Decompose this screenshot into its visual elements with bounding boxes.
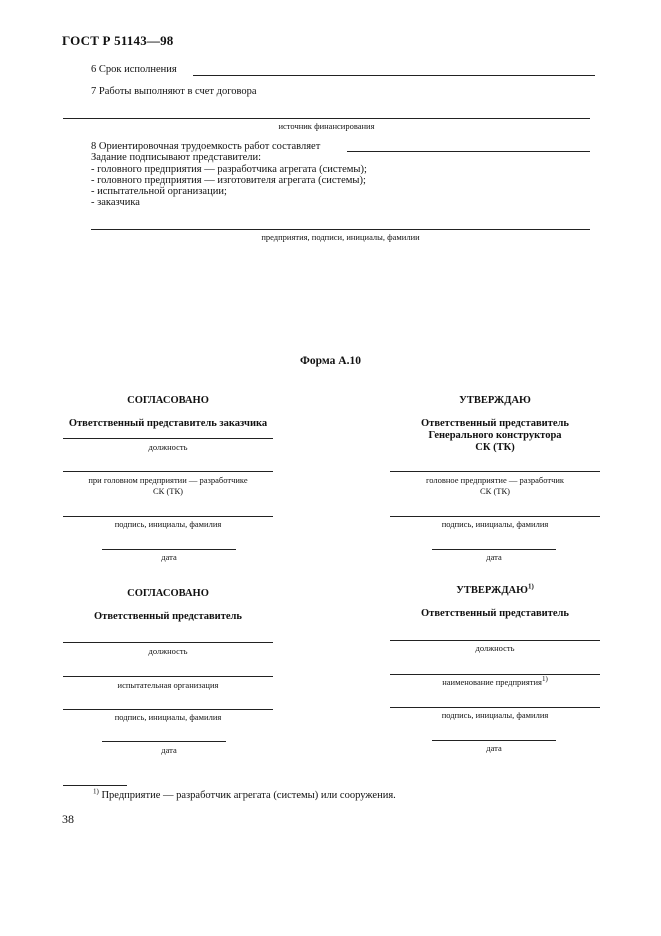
right-bottom-position-line [390,640,600,641]
left-bottom-heading: СОГЛАСОВАНО [127,588,209,599]
signer-item: - заказчика [91,197,140,208]
left-top-org-caption-2: СК (ТК) [153,486,183,496]
left-bottom-position-caption: должность [148,646,188,656]
right-bottom-date-caption: дата [486,743,502,753]
item-7-label: 7 Работы выполняют в счет договора [91,86,257,97]
left-bottom-sign-line [63,709,273,710]
right-top-org-caption-2: СК (ТК) [480,486,510,496]
item-8-line [347,151,590,152]
document-header: ГОСТ Р 51143—98 [62,33,174,48]
right-bottom-org-caption [390,677,600,687]
right-top-org-caption-1: головное предприятие — разработчик [425,475,565,485]
signer-item: - головного предприятия — изготовителя агрегата (системы); [91,175,366,186]
right-top-sign-line [390,516,600,517]
left-top-heading: СОГЛАСОВАНО [127,395,209,406]
left-bottom-org-line [63,676,273,677]
right-top-date-caption: дата [486,552,502,562]
right-bottom-heading-mark: 1) [527,582,534,591]
left-bottom-date-caption: дата [161,745,177,755]
left-bottom-date-line [102,741,226,742]
right-bottom-org-line [390,674,600,675]
footnote-mark: 1) [93,787,99,796]
right-top-sub-1: Ответственный представитель [421,418,569,429]
left-top-sign-line [63,516,273,517]
left-top-position-caption: должность [148,442,188,452]
right-bottom-sign-caption: подпись, инициалы, фамилия [441,710,549,720]
signers-intro: Задание подписывают представители: [91,152,262,163]
form-title: Форма А.10 [300,355,361,367]
right-bottom-heading-text: УТВЕРЖДАЮ [456,585,528,596]
left-top-org-caption-1: при головном предприятии — разработчике [88,475,248,485]
footnote [93,787,396,802]
right-top-sub-3: СК (ТК) [475,442,515,453]
item-6-label: 6 Срок исполнения [91,64,177,75]
item-6-line [193,75,595,76]
footnote-separator [63,785,127,786]
right-top-date-line [432,549,556,550]
left-top-org-line [63,471,273,472]
left-top-position-line [63,438,273,439]
right-bottom-org-caption-text: наименование предприятия [442,677,542,687]
left-top-subheading: Ответственный представитель заказчика [68,418,268,429]
left-bottom-sign-caption: подпись, инициалы, фамилия [114,712,222,722]
signers-caption: предприятия, подписи, инициалы, фамилии [261,232,420,242]
right-bottom-heading [390,582,600,597]
signer-item: - испытательной организации; [91,186,227,197]
page-number: 38 [62,812,74,826]
right-top-heading: УТВЕРЖДАЮ [459,395,531,406]
right-top-sign-caption: подпись, инициалы, фамилия [441,519,549,529]
left-top-sign-caption: подпись, инициалы, фамилия [114,519,222,529]
signers-line [91,229,590,230]
footnote-text: Предприятие — разработчик агрегата (системы) или сооружения. [101,790,396,801]
left-bottom-org-caption: испытательная организация [117,680,219,690]
left-bottom-position-line [63,642,273,643]
financing-caption: источник финансирования [278,121,375,131]
left-top-date-line [102,549,236,550]
signer-item: - головного предприятия — разработчика агрегата (системы); [91,164,367,175]
item-8-label: 8 Ориентировочная трудоемкость работ составляет [91,141,321,152]
right-bottom-date-line [432,740,556,741]
financing-line [63,118,590,119]
right-bottom-org-caption-mark: 1) [541,675,548,684]
left-bottom-subheading: Ответственный представитель [94,611,242,622]
right-top-org-line [390,471,600,472]
right-bottom-subheading: Ответственный представитель [421,608,569,619]
left-top-date-caption: дата [161,552,177,562]
right-bottom-position-caption: должность [475,643,515,653]
right-top-sub-2: Генерального конструктора [428,430,562,441]
right-bottom-sign-line [390,707,600,708]
